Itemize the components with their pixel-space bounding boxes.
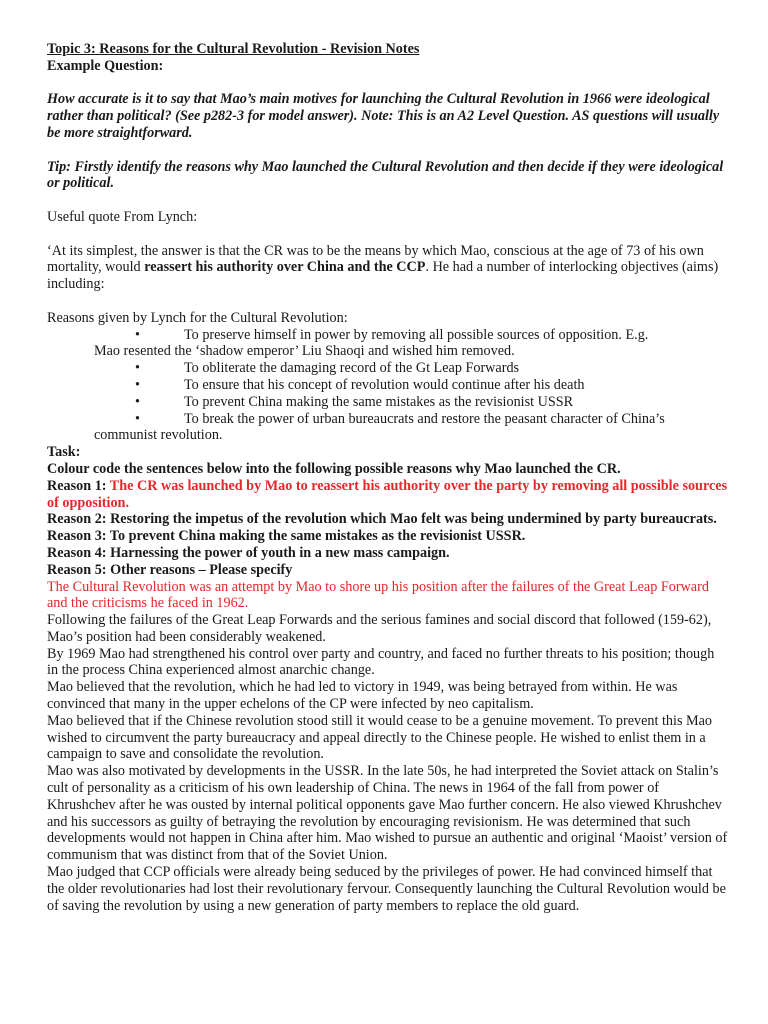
sentence-paragraph: By 1969 Mao had strengthened his control over party and country, and faced no further threats to his position; though in the process China experienced almost anarchic change. — [47, 645, 715, 679]
reasons-intro: Reasons given by Lynch for the Cultural Revolution: — [47, 309, 348, 326]
spacer — [47, 192, 728, 209]
tip-text: Tip: Firstly identify the reasons why Mao launched the Cultural Revolution and then decide if they were ideological or political. — [47, 158, 724, 192]
reason-label: Reason 4: — [47, 544, 107, 561]
bullet-item — [47, 360, 728, 377]
quote-text-start: ‘At its simplest, the answer is that the CR was to be the means by which Mao, conscious at the age of 73 of his own mortality, would — [47, 242, 704, 276]
reason-item — [47, 478, 728, 512]
reason-text: Harnessing the power of youth in a new mass campaign. — [106, 544, 450, 561]
reason-item — [47, 545, 728, 562]
sentence-list — [47, 579, 728, 915]
reason-item — [47, 528, 728, 545]
bullet-item — [47, 327, 728, 361]
bullet-text: To break the power of urban bureaucrats and restore the peasant character of China’s — [184, 410, 665, 427]
reason-item — [47, 511, 728, 528]
sentence-paragraph: Mao believed that if the Chinese revolution stood still it would cease to be a genuine movement. To prevent this Mao wished to circumvent the party bureaucracy and appeal directly to the Chinese people. He wished to enlist them in a campaign to save and consolidate the revolution. — [47, 712, 713, 763]
bullet-marker: • — [135, 410, 140, 427]
reason-text: Restoring the impetus of the revolution which Mao felt was being undermined by party bureaucrats. — [106, 511, 717, 528]
bullet-text: To ensure that his concept of revolution would continue after his death — [184, 376, 585, 393]
sentence-paragraph: Mao judged that CCP officials were already being seduced by the privileges of power. He had convinced himself that the older revolutionaries had lost their revolutionary fervour. Consequently launching the Cultural Revolution would be of saving the revolution by using a new generation of party members to replace the old guard. — [47, 864, 726, 914]
reason-label: Reason 5: — [47, 561, 107, 578]
reason-text: The CR was launched by Mao to reassert his authority over the party by removing all possible sources of opposition. — [47, 477, 728, 511]
lynch-reasons-list — [47, 327, 728, 445]
task-text: Colour code the sentences below into the following possible reasons why Mao launched the CR. — [47, 460, 621, 477]
bullet-text: To prevent China making the same mistakes as the revisionist USSR — [184, 393, 574, 410]
quote-intro: Useful quote From Lynch: — [47, 208, 198, 225]
quote-text-end: . He had a number of interlocking objectives (aims) including: — [47, 259, 719, 293]
spacer — [47, 75, 728, 92]
bullet-text: To obliterate the damaging record of the Gt Leap Forwards — [184, 360, 520, 377]
bullet-text-continued: Mao resented the ‘shadow emperor’ Liu Shaoqi and wished him removed. — [94, 343, 515, 360]
reason-label: Reason 2: — [47, 511, 107, 528]
bullet-marker: • — [135, 326, 140, 343]
spacer — [47, 142, 728, 159]
lynch-quote — [47, 243, 728, 293]
reason-label: Reason 3: — [47, 528, 107, 545]
bullet-marker: • — [135, 360, 140, 377]
bullet-item — [47, 394, 728, 411]
doc-title: Topic 3: Reasons for the Cultural Revolution - Revision Notes — [47, 41, 420, 57]
example-label: Example Question: — [47, 57, 164, 74]
bullet-text: To preserve himself in power by removing all possible sources of opposition. E.g. — [184, 326, 649, 343]
sentence-paragraph: Mao believed that the revolution, which he had led to victory in 1949, was being betrayed from within. He was convinced that many in the upper echelons of the CP were infected by neo capitalism. — [47, 679, 678, 713]
bullet-marker: • — [135, 376, 140, 393]
quote-text-bold: reassert his authority over China and the CCP — [144, 259, 426, 276]
sentence-paragraph: Mao was also motivated by developments in the USSR. In the late 50s, he had interpreted the Soviet attack on Stalin’s cult of personality as a criticism of his own leadership of China. The news in 1964 of the fall from power of Khrushchev after he was ousted by internal political opponents gave Mao further concern. He also viewed Khrushchev and his successors as guilty of betraying the revolution by encouraging revisionism. He was determined that such developments would not happen in China after him. Mao wished to pursue an authentic and original ‘Maoist’ version of communism that was distinct from that of the Soviet Union. — [47, 763, 728, 864]
sentence-paragraph: Following the failures of the Great Leap Forwards and the serious famines and social discord that followed (159-62), Mao’s position had been considerably weakened. — [47, 612, 712, 645]
reason-text: Other reasons – Please specify — [106, 561, 293, 578]
bullet-item — [47, 377, 728, 394]
bullet-item — [47, 411, 728, 445]
sentence-paragraph: The Cultural Revolution was an attempt by Mao to shore up his position after the failures of the Great Leap Forward and the criticisms he faced in 1962. — [47, 578, 709, 612]
example-question: How accurate is it to say that Mao’s main motives for launching the Cultural Revolution in 1966 were ideological rather than political? (See p282-3 for model answer). Note: This is an A2 Level Question. AS questions will usually be more straightforward. — [47, 91, 720, 141]
reason-key-list — [47, 478, 728, 579]
task-label: Task: — [47, 444, 81, 461]
reason-item — [47, 562, 728, 579]
bullet-text-continued: communist revolution. — [94, 427, 223, 444]
reason-label: Reason 1: — [47, 477, 107, 494]
bullet-marker: • — [135, 393, 140, 410]
spacer — [47, 226, 728, 243]
spacer — [47, 293, 728, 310]
reason-text: To prevent China making the same mistakes as the revisionist USSR. — [106, 528, 526, 545]
